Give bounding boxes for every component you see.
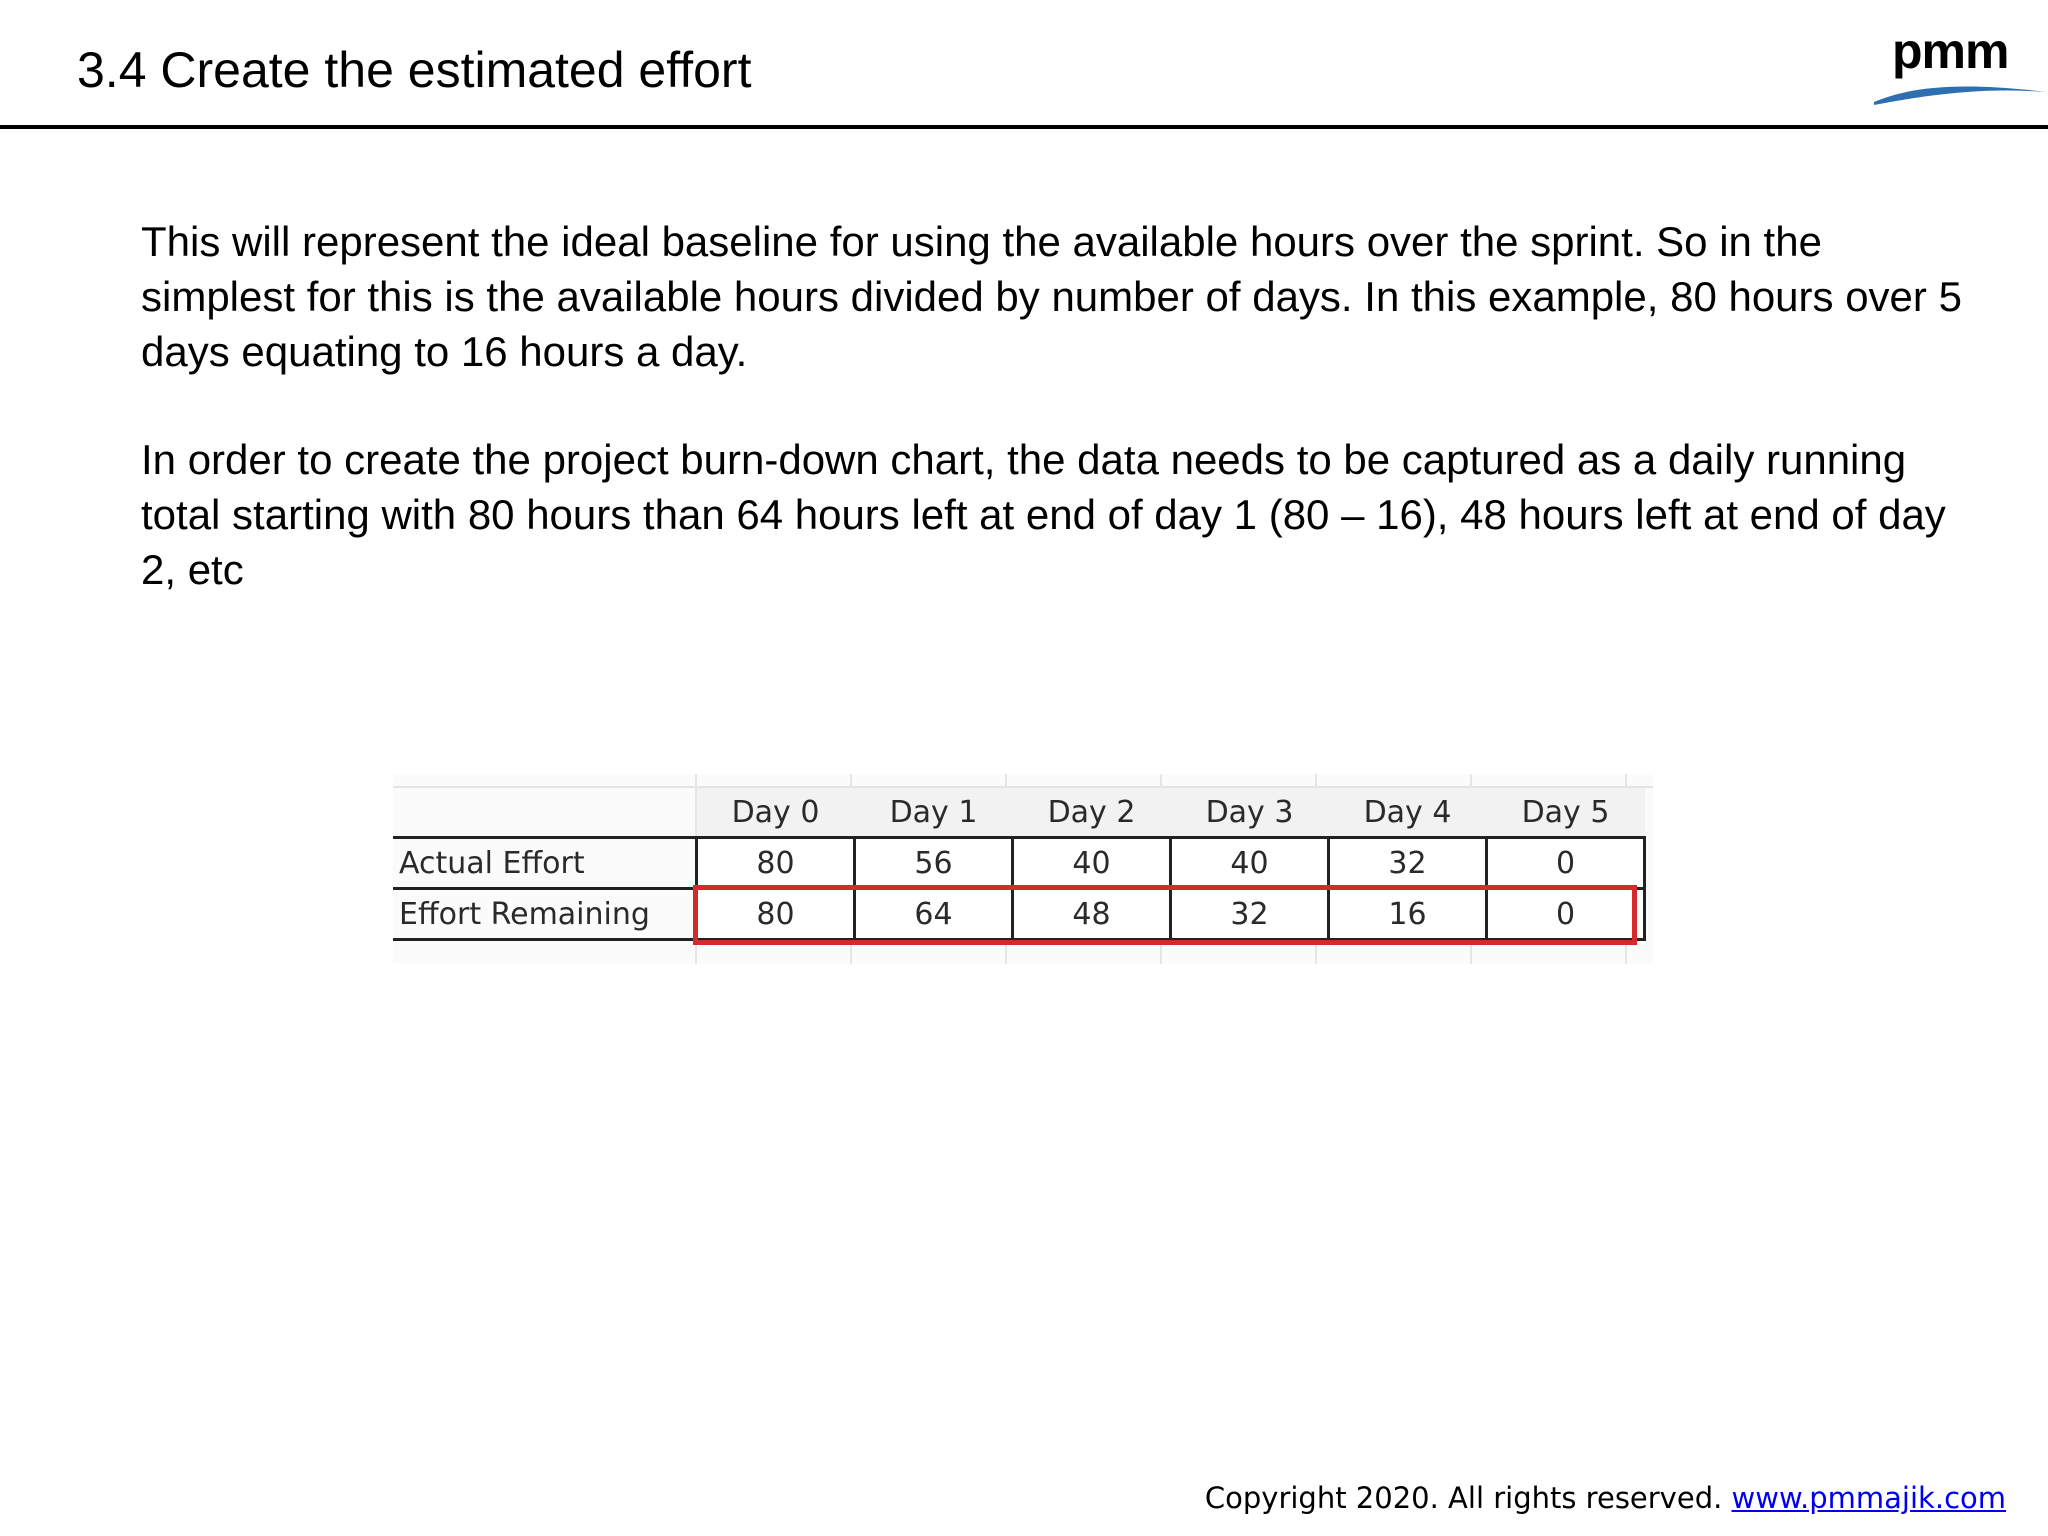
paragraph-baseline: This will represent the ideal baseline for using the available hours over the sprint. So in the simplest for this is the available hours divided by number of days. In this example, 80 hours over 5 days equating to 16 hours a day. xyxy=(141,218,1962,375)
body-text xyxy=(141,214,1971,597)
table-cell: 56 xyxy=(855,838,1013,889)
table-cell: 64 xyxy=(855,889,1013,940)
table-row-effort-remaining xyxy=(393,889,1645,940)
table-cell: 32 xyxy=(1329,838,1487,889)
pmm-logo xyxy=(1872,22,2048,108)
effort-table-image xyxy=(393,774,1653,964)
table-cell: 48 xyxy=(1013,889,1171,940)
column-header: Day 1 xyxy=(855,788,1013,838)
column-header: Day 2 xyxy=(1013,788,1171,838)
paragraph-running-total: In order to create the project burn-down chart, the data needs to be captured as a daily running total starting with 80 hours than 64 hours left at end of day 1 (80 – 16), 48 hours left at end of day 2, etc xyxy=(141,436,1946,593)
copyright-text: Copyright 2020. All rights reserved. xyxy=(1204,1481,1732,1515)
logo-text: pmm xyxy=(1892,23,2009,79)
slide-title: 3.4 Create the estimated effort xyxy=(77,42,752,98)
table-header-row xyxy=(393,788,1645,838)
row-label: Actual Effort xyxy=(393,838,697,889)
table-row-actual-effort xyxy=(393,838,1645,889)
column-header: Day 0 xyxy=(697,788,855,838)
logo-swoosh-icon xyxy=(1872,72,2048,108)
table-cell: 32 xyxy=(1171,889,1329,940)
table-cell: 40 xyxy=(1171,838,1329,889)
table-cell: 80 xyxy=(697,889,855,940)
row-label: Effort Remaining xyxy=(393,889,697,940)
footer xyxy=(1205,1480,2006,1516)
slide-header xyxy=(0,0,2048,128)
table-cell: 40 xyxy=(1013,838,1171,889)
table-cell: 0 xyxy=(1487,889,1645,940)
table-cell: 0 xyxy=(1487,838,1645,889)
header-divider xyxy=(0,125,2048,129)
table-cell: 80 xyxy=(697,838,855,889)
table-cell: 16 xyxy=(1329,889,1487,940)
header-corner xyxy=(393,788,697,838)
column-header: Day 5 xyxy=(1487,788,1645,838)
column-header: Day 3 xyxy=(1171,788,1329,838)
column-header: Day 4 xyxy=(1329,788,1487,838)
website-link[interactable]: www.pmmajik.com xyxy=(1731,1481,2006,1515)
effort-table xyxy=(393,788,1646,941)
